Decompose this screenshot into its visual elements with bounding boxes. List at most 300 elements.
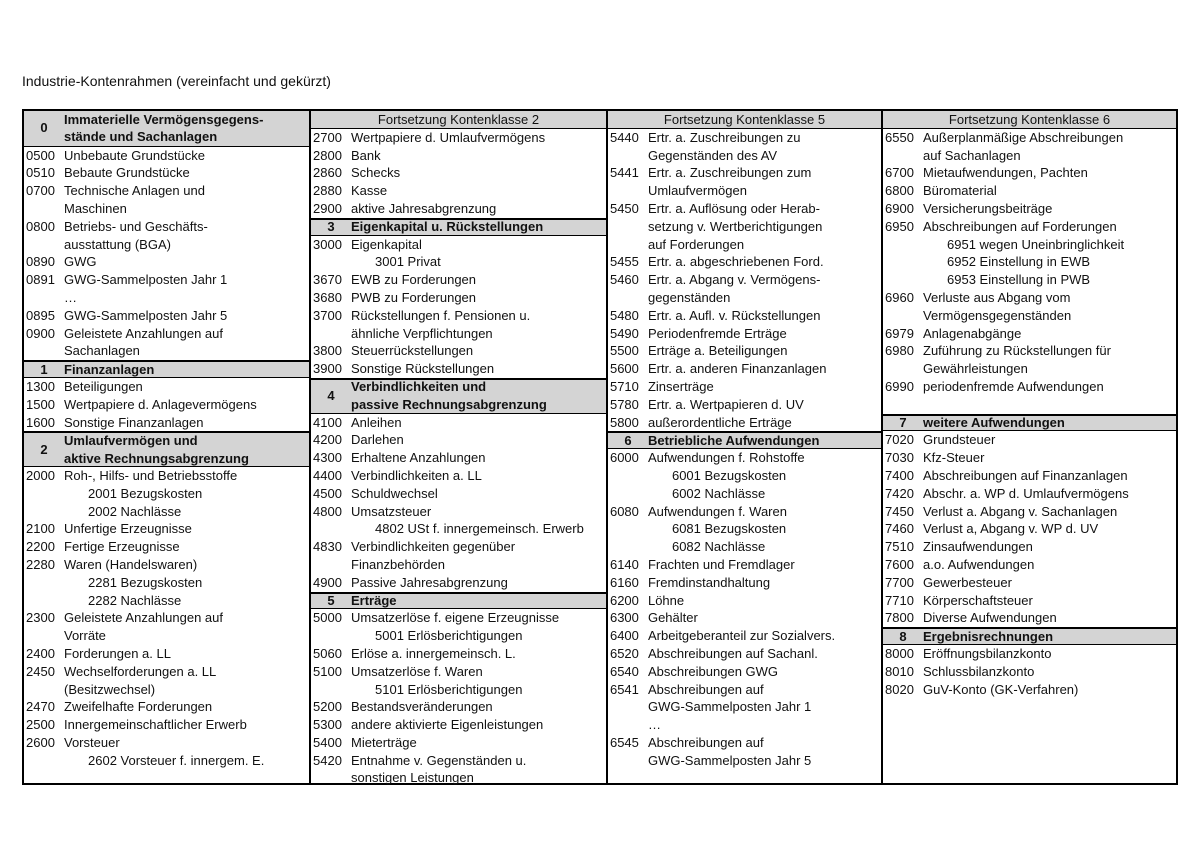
account-number: 5490 — [609, 325, 639, 341]
account-number: 5441 — [609, 165, 639, 181]
class-header — [883, 627, 1176, 645]
account-number: 6540 — [609, 663, 639, 679]
account-number: 6200 — [609, 592, 639, 608]
account-number: 5460 — [609, 272, 639, 288]
account-row — [311, 574, 606, 592]
account-number: 4800 — [313, 503, 342, 519]
account-name: Betriebs- und Geschäfts- — [64, 218, 208, 234]
account-name: periodenfremde Aufwendungen — [923, 378, 1104, 394]
account-row — [608, 627, 881, 645]
account-number: 5400 — [313, 734, 342, 750]
account-name: Abschr. a. WP d. Umlaufvermögens — [923, 485, 1129, 501]
account-name: Kasse — [351, 183, 388, 199]
account-row — [883, 325, 1176, 343]
account-number: 2800 — [313, 147, 342, 163]
account-name: Abschreibungen auf Finanzanlagen — [923, 467, 1128, 483]
account-name: Büromaterial — [923, 183, 997, 199]
account-row — [883, 129, 1176, 147]
account-number: 6960 — [885, 289, 914, 305]
account-name: Eröffnungsbilanzkonto — [923, 645, 1052, 661]
account-row — [24, 574, 309, 592]
account-name: Ertr. a. Wertpapieren d. UV — [647, 396, 804, 412]
account-name: GWG-Sammelposten Jahr 1 — [647, 699, 812, 715]
account-row — [883, 342, 1176, 360]
account-name: Schuldwechsel — [351, 485, 438, 501]
account-row — [24, 182, 309, 200]
account-row — [608, 681, 881, 699]
account-row — [608, 449, 881, 467]
account-number: 5480 — [609, 307, 639, 323]
account-row — [883, 556, 1176, 574]
account-name: Waren (Handelswaren) — [64, 556, 198, 572]
account-name: sonstigen Leistungen — [351, 770, 474, 786]
account-name: Abschreibungen auf — [647, 734, 764, 750]
account-row — [24, 236, 309, 254]
account-number: 3700 — [313, 307, 342, 323]
account-row — [608, 236, 881, 254]
account-name: 2001 Bezugskosten — [88, 485, 203, 501]
account-name: Erhaltene Anzahlungen — [351, 450, 486, 466]
account-name: 6081 Bezugskosten — [671, 521, 787, 537]
account-name: Aufwendungen f. Rohstoffe — [647, 450, 805, 466]
account-row — [883, 520, 1176, 538]
account-row — [311, 556, 606, 574]
account-row — [883, 307, 1176, 325]
account-name: a.o. Aufwendungen — [923, 556, 1035, 572]
account-name: Immaterielle Vermögensgegens- stände und Sachanlagen — [64, 111, 264, 145]
account-number: 8020 — [885, 681, 914, 697]
account-row — [608, 253, 881, 271]
account-name: Löhne — [647, 592, 685, 608]
account-number: 4 — [327, 388, 335, 404]
account-number: 4830 — [313, 539, 342, 555]
account-name: Verlust a. Abgang v. Sachanlagen — [923, 503, 1118, 519]
account-name: Darlehen — [351, 432, 404, 448]
account-row — [883, 396, 1176, 414]
account-row — [883, 574, 1176, 592]
account-number: 6541 — [609, 681, 639, 697]
account-row — [608, 218, 881, 236]
account-number: 8 — [899, 628, 907, 644]
account-row — [608, 467, 881, 485]
account-name: auf Forderungen — [647, 236, 745, 252]
account-number: 7600 — [885, 556, 914, 572]
account-row — [608, 360, 881, 378]
account-name: Gewerbesteuer — [923, 574, 1012, 590]
account-row — [608, 289, 881, 307]
account-name: Periodenfremde Erträge — [647, 325, 787, 341]
account-row — [608, 271, 881, 289]
account-row — [883, 147, 1176, 165]
account-name: Kfz-Steuer — [923, 450, 985, 466]
account-name: Zweifelhafte Forderungen — [64, 699, 213, 715]
account-name: außerordentliche Erträge — [647, 414, 792, 430]
account-name: Passive Jahresabgrenzung — [351, 574, 508, 590]
account-row — [24, 627, 309, 645]
account-number: 6300 — [609, 610, 639, 626]
account-row — [24, 289, 309, 307]
account-number: 5440 — [609, 129, 639, 145]
account-name: Geleistete Anzahlungen auf — [64, 325, 224, 341]
account-number: 5800 — [609, 414, 639, 430]
account-row — [608, 538, 881, 556]
account-row — [883, 236, 1176, 254]
account-row — [24, 342, 309, 360]
table-column — [24, 111, 311, 783]
account-row — [883, 431, 1176, 449]
account-name: Geleistete Anzahlungen auf — [64, 610, 224, 626]
account-number: 5060 — [313, 645, 342, 661]
account-number: 2470 — [26, 699, 55, 715]
account-row — [608, 698, 881, 716]
account-name: Erlöse a. innergemeinsch. L. — [351, 645, 516, 661]
account-name: Verbindlichkeiten a. LL — [351, 467, 482, 483]
account-number: 7800 — [885, 610, 914, 626]
account-number: 5710 — [609, 378, 639, 394]
account-name: Steuerrückstellungen — [351, 343, 474, 359]
account-row — [311, 360, 606, 378]
account-row — [608, 503, 881, 521]
account-name: Erträge — [351, 593, 397, 609]
account-number: 3680 — [313, 289, 342, 305]
account-row — [24, 752, 309, 770]
account-row — [608, 485, 881, 503]
account-number: 2880 — [313, 183, 342, 199]
account-name: Ergebnisrechnungen — [923, 628, 1054, 644]
account-name: Unfertige Erzeugnisse — [64, 521, 192, 537]
account-row — [24, 325, 309, 343]
account-name: (Besitzwechsel) — [64, 681, 156, 697]
account-name: 2002 Nachlässe — [88, 503, 182, 519]
account-row — [24, 716, 309, 734]
account-row — [311, 182, 606, 200]
account-name: GuV-Konto (GK-Verfahren) — [923, 681, 1079, 697]
account-number: 3800 — [313, 343, 342, 359]
account-name: Vermögensgegenständen — [923, 307, 1072, 323]
account-name: Innergemeinschaftlicher Erwerb — [64, 717, 247, 733]
class-header — [24, 360, 309, 378]
account-name: Wertpapiere d. Umlaufvermögens — [351, 129, 546, 145]
account-row — [311, 503, 606, 521]
account-row — [883, 253, 1176, 271]
account-name: Unbebaute Grundstücke — [64, 147, 205, 163]
account-name: Mietaufwendungen, Pachten — [923, 165, 1088, 181]
account-row — [24, 467, 309, 485]
account-row — [311, 752, 606, 770]
account-name: Umsatzerlöse f. Waren — [351, 663, 483, 679]
class-header — [608, 431, 881, 449]
continuation-header — [608, 111, 881, 129]
account-row — [608, 520, 881, 538]
account-name: Ertr. a. anderen Finanzanlagen — [647, 361, 827, 377]
account-name: 2282 Nachlässe — [88, 592, 182, 608]
account-number: 4400 — [313, 467, 342, 483]
class-header — [311, 592, 606, 610]
account-name: Zinsaufwendungen — [923, 539, 1033, 555]
account-number: 0891 — [26, 272, 55, 288]
account-row — [883, 182, 1176, 200]
account-name: Schlussbilanzkonto — [923, 663, 1035, 679]
account-row — [311, 485, 606, 503]
account-row — [608, 307, 881, 325]
account-row — [24, 698, 309, 716]
class-header — [24, 111, 309, 147]
account-row — [883, 663, 1176, 681]
account-number: 4200 — [313, 432, 342, 448]
account-number: 6800 — [885, 183, 914, 199]
account-row — [24, 218, 309, 236]
account-number: 2280 — [26, 556, 55, 572]
account-number: 0510 — [26, 165, 55, 181]
account-number: 6000 — [609, 450, 639, 466]
account-name: Erträge a. Beteiligungen — [647, 343, 788, 359]
account-number: 3 — [327, 219, 335, 235]
account-row — [608, 414, 881, 432]
account-row — [311, 609, 606, 627]
table-column — [311, 111, 608, 786]
class-header — [883, 414, 1176, 432]
account-number: 7420 — [885, 485, 914, 501]
account-name: Abschreibungen GWG — [647, 663, 779, 679]
account-number: 2400 — [26, 645, 55, 661]
account-number: 7710 — [885, 592, 914, 608]
account-number: 2900 — [313, 200, 342, 216]
account-row — [24, 164, 309, 182]
account-number: 2500 — [26, 717, 55, 733]
account-number: 7510 — [885, 539, 914, 555]
account-number: 0500 — [26, 147, 55, 163]
account-name: Gegenständen des AV — [647, 147, 778, 163]
continuation-header — [883, 111, 1176, 129]
account-name: 6952 Einstellung in EWB — [947, 254, 1091, 270]
account-row — [311, 627, 606, 645]
account-number: 2700 — [313, 129, 342, 145]
account-name: Beteiligungen — [64, 378, 143, 394]
account-row — [24, 200, 309, 218]
account-name: auf Sachanlagen — [923, 147, 1021, 163]
account-row — [883, 592, 1176, 610]
account-number: 3000 — [313, 236, 342, 252]
account-row — [311, 271, 606, 289]
account-row — [24, 520, 309, 538]
account-name: Zuführung zu Rückstellungen für — [923, 343, 1111, 359]
account-row — [608, 147, 881, 165]
account-name: 6001 Bezugskosten — [671, 467, 787, 483]
account-name: Außerplanmäßige Abschreibungen — [923, 129, 1124, 145]
account-row — [608, 574, 881, 592]
account-row — [608, 378, 881, 396]
account-name: Aufwendungen f. Waren — [647, 503, 787, 519]
account-name: weitere Aufwendungen — [923, 415, 1065, 431]
account-name: Eigenkapital — [351, 236, 422, 252]
account-name: Sonstige Rückstellungen — [351, 361, 495, 377]
account-row — [311, 325, 606, 343]
account-name: 6951 wegen Uneinbringlichkeit — [947, 236, 1125, 252]
account-row — [24, 271, 309, 289]
account-name: Finanzbehörden — [351, 556, 445, 572]
account-number: 5455 — [609, 254, 639, 270]
account-name: Zinserträge — [647, 378, 714, 394]
account-row — [608, 734, 881, 752]
account-number: 6550 — [885, 129, 914, 145]
account-number: 7450 — [885, 503, 914, 519]
account-name: Anlagenabgänge — [923, 325, 1022, 341]
account-row — [24, 503, 309, 521]
account-row — [311, 716, 606, 734]
account-name: Abschreibungen auf Sachanl. — [647, 645, 818, 661]
table-column — [883, 111, 1176, 783]
account-name: Verbindlichkeiten und passive Rechnungsabgrenzung — [351, 379, 547, 413]
class-header — [311, 378, 606, 414]
account-row — [311, 769, 606, 787]
account-name: Rückstellungen f. Pensionen u. — [351, 307, 531, 323]
account-row — [608, 129, 881, 147]
account-row — [883, 218, 1176, 236]
account-row — [883, 449, 1176, 467]
account-number: 2100 — [26, 521, 55, 537]
account-row — [24, 556, 309, 574]
account-name: Fremdinstandhaltung — [647, 574, 771, 590]
account-row — [608, 342, 881, 360]
account-row — [883, 467, 1176, 485]
account-number: 6 — [624, 432, 632, 448]
account-number: 0700 — [26, 183, 55, 199]
account-name: Arbeitgeberanteil zur Sozialvers. — [647, 628, 836, 644]
account-name: Fortsetzung Kontenklasse 6 — [948, 111, 1111, 127]
account-number: 2450 — [26, 663, 55, 679]
account-row — [24, 663, 309, 681]
account-name: Vorsteuer — [64, 734, 120, 750]
account-number: 5000 — [313, 610, 342, 626]
account-name: ausstattung (BGA) — [64, 236, 171, 252]
account-number: 0890 — [26, 254, 55, 270]
account-name: Vorräte — [64, 628, 106, 644]
account-name: Verlust a, Abgang v. WP d. UV — [923, 521, 1099, 537]
account-name: Ertr. a. Auflösung oder Herab- — [647, 200, 820, 216]
account-name: Verbindlichkeiten gegenüber — [351, 539, 516, 555]
account-name: 6953 Einstellung in PWB — [947, 272, 1091, 288]
account-name: 6002 Nachlässe — [671, 485, 766, 501]
account-number: 6980 — [885, 343, 914, 359]
account-row — [24, 681, 309, 699]
account-number: 5100 — [313, 663, 342, 679]
account-name: Bank — [351, 147, 381, 163]
account-name: 5101 Erlösberichtigungen — [375, 681, 523, 697]
account-row — [311, 236, 606, 254]
account-number: 7460 — [885, 521, 914, 537]
account-name: Finanzanlagen — [64, 361, 155, 377]
account-row — [608, 592, 881, 610]
account-row — [311, 129, 606, 147]
account-row — [883, 164, 1176, 182]
account-number: 6400 — [609, 628, 639, 644]
account-number: 0900 — [26, 325, 55, 341]
account-name: andere aktivierte Eigenleistungen — [351, 717, 544, 733]
account-row — [883, 485, 1176, 503]
account-row — [311, 307, 606, 325]
account-row — [883, 378, 1176, 396]
account-name: Schecks — [351, 165, 401, 181]
account-number: 1 — [40, 361, 48, 377]
account-name: Grundsteuer — [923, 432, 996, 448]
account-name: 4802 USt f. innergemeinsch. Erwerb — [375, 521, 584, 537]
account-number: 2200 — [26, 539, 55, 555]
account-name: Sachanlagen — [64, 343, 140, 359]
table-column — [608, 111, 883, 783]
account-row — [311, 520, 606, 538]
document-title: Industrie-Kontenrahmen (vereinfacht und gekürzt) — [22, 73, 331, 89]
account-row — [311, 431, 606, 449]
account-number: 5600 — [609, 361, 639, 377]
account-row — [883, 360, 1176, 378]
account-name: Betriebliche Aufwendungen — [647, 432, 820, 448]
account-name: Ertr. a. Abgang v. Vermögens- — [647, 272, 821, 288]
account-name: 2602 Vorsteuer f. innergem. E. — [88, 752, 265, 768]
account-row — [24, 592, 309, 610]
account-row — [311, 164, 606, 182]
account-number: 0895 — [26, 307, 55, 323]
account-row — [311, 414, 606, 432]
account-row — [608, 556, 881, 574]
account-name: PWB zu Forderungen — [351, 289, 477, 305]
account-number: 5 — [327, 593, 335, 609]
account-row — [311, 645, 606, 663]
account-row — [24, 253, 309, 271]
account-row — [311, 734, 606, 752]
account-number: 7400 — [885, 467, 914, 483]
account-name: Abschreibungen auf — [647, 681, 764, 697]
account-number: 6160 — [609, 574, 639, 590]
account-name: Wertpapiere d. Anlagevermögens — [64, 396, 257, 412]
account-number: 7020 — [885, 432, 914, 448]
account-name: Eigenkapital u. Rückstellungen — [351, 219, 544, 235]
account-name: Versicherungsbeiträge — [923, 200, 1053, 216]
account-row — [24, 734, 309, 752]
account-row — [24, 378, 309, 396]
account-row — [24, 645, 309, 663]
account-row — [24, 396, 309, 414]
account-name: GWG-Sammelposten Jahr 5 — [64, 307, 228, 323]
class-header — [24, 431, 309, 467]
account-name: Bebaute Grundstücke — [64, 165, 190, 181]
account-number: 3900 — [313, 361, 342, 377]
account-name: 2281 Bezugskosten — [88, 574, 203, 590]
account-name: Anleihen — [351, 414, 402, 430]
account-number: 5780 — [609, 396, 639, 412]
account-name: GWG — [64, 254, 97, 270]
account-row — [608, 200, 881, 218]
account-name: Diverse Aufwendungen — [923, 610, 1057, 626]
account-number: 1500 — [26, 396, 55, 412]
account-row — [311, 253, 606, 271]
account-table — [22, 109, 1178, 785]
account-row — [311, 200, 606, 218]
account-number: 6950 — [885, 218, 914, 234]
account-name: Fortsetzung Kontenklasse 2 — [377, 111, 540, 127]
account-number: 1600 — [26, 414, 55, 430]
account-row — [883, 200, 1176, 218]
account-name: Sonstige Finanzanlagen — [64, 414, 204, 430]
account-number: 3670 — [313, 272, 342, 288]
account-row — [608, 609, 881, 627]
account-row — [311, 147, 606, 165]
account-name: Ertr. a. Zuschreibungen zum — [647, 165, 812, 181]
account-name: Umsatzsteuer — [351, 503, 432, 519]
account-row — [883, 289, 1176, 307]
account-name: … — [64, 289, 77, 305]
account-number: 7 — [899, 415, 907, 431]
account-name: Entnahme v. Gegenständen u. — [351, 752, 527, 768]
